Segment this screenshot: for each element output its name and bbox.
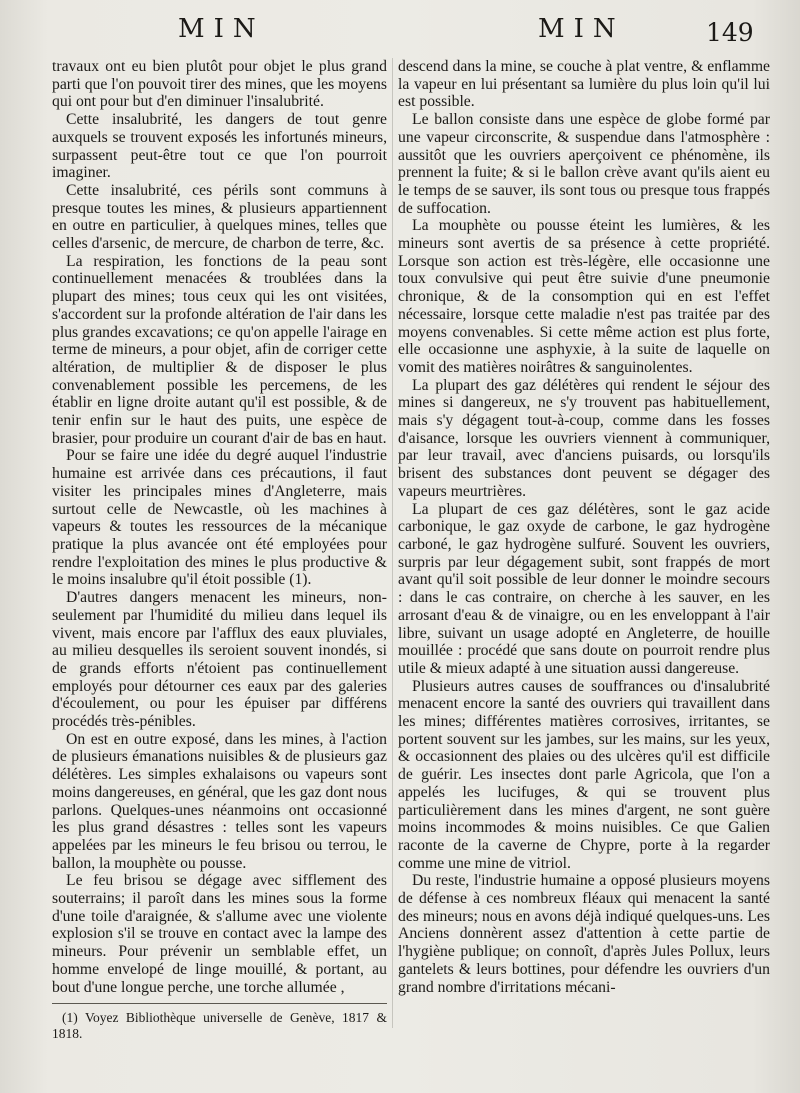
paragraph: Pour se faire une idée du degré auquel l'industrie humaine est arrivée dans ces précautions, il faut visiter les principales mines d'Angleterre, mais surtout celle de Newcastle, où les machines à vapeurs & toutes les ressources de la mécanique pratique la plus avancée ont été employées pour rendre l'exploitation des mines le plus productive & le moins insalubre qu'il étoit possible (1). <box>52 447 387 589</box>
paragraph: Du reste, l'industrie humaine a opposé plusieurs moyens de défense à ces nombreux fléaux qui menacent la santé des mineurs; nous en avons déjà indiqué quelques-uns. Les Anciens donnèrent assez d'attention à cette partie de l'hygiène publique; on connoît, d'après Jules Pollux, leurs gantelets & leurs bottines, pour défendre les ouvriers d'un grand nombre d'irritations mécani- <box>398 872 770 996</box>
column-divider <box>392 58 393 1028</box>
page-number: 149 <box>706 18 754 47</box>
paragraph: Cette insalubrité, ces périls sont communs à presque toutes les mines, & plusieurs appartiennent en outre en particulier, à quelques mines, telles que celles d'arsenic, de mercure, de charbon de terre, &c. <box>52 181 387 253</box>
left-column <box>52 58 387 996</box>
paragraph: Plusieurs autres causes de souffrances ou d'insalubrité menacent encore la santé des ouvriers qui travaillent dans les mines; différentes matières corrosives, irritantes, se portent souvent sur les jambes, sur les mains, sur les yeux, & occasionnent des plaies ou des ulcères qu'il est difficile de guérir. Les insectes dont parle Agricola, que l'on a appelés les lucifuges, & qui se trouvent plus particulièrement dans les mines d'argent, ne sont guère moins incommodes & moins nuisibles. Ce que Galien raconte de la caverne de Chypre, porte à la regarder comme une mine de vitriol. <box>398 677 770 872</box>
paragraph: On est en outre exposé, dans les mines, à l'action de plusieurs émanations nuisibles & de plusieurs gaz délétères. Les simples exhalaisons ou vapeurs sont moins dangereuses, en général, que les gaz dont nous parlons. Quelques-unes néanmoins ont occasionné les plus grand désastres : telles sont les vapeurs appelées par les mineurs le feu brisou ou terrou, le ballon, la mouphète ou pousse. <box>52 730 387 872</box>
paragraph: Cette insalubrité, les dangers de tout genre auxquels se trouvent exposés les infortunés mineurs, surpassent peut-être tout ce que l'on pourroit imaginer. <box>52 111 387 182</box>
running-title-left: MIN <box>178 14 265 44</box>
footnote <box>52 1003 387 1042</box>
paragraph: Le ballon consiste dans une espèce de globe formé par une vapeur circonscrite, & suspendue dans l'atmosphère : aussitôt que les ouvriers aperçoivent ce phénomène, ils prennent la fuite; & si le ballon crève avant qu'ils aient eu le temps de se sauver, ils sont tous ou presque tous frappés de suffocation. <box>398 111 770 217</box>
paragraph: Le feu brisou se dégage avec sifflement des souterrains; il paroît dans les mines sous la forme d'une toile d'araignée, & s'allume avec une violente explosion s'il se trouve en contact avec la lampe des mineurs. Pour prévenir un semblable effet, un homme envelopé de linge mouillé, & portant, au bout d'une longue perche, une torche allumée , <box>52 872 387 996</box>
paragraph: travaux ont eu bien plutôt pour objet le plus grand parti que l'on pouvoit tirer des mines, que les moyens qui ont pour but d'en diminuer l'insalubrité. <box>52 58 387 111</box>
footnote-text: (1) Voyez Bibliothèque universelle de Genève, 1817 & 1818. <box>52 1010 387 1041</box>
running-header <box>0 14 800 54</box>
paragraph: La respiration, les fonctions de la peau sont continuellement menacées & troublées dans la plupart des mines; tous ceux qui les ont visitées, s'accordent sur la profonde altération de l'air dans les plus grandes excavations; ce qu'on appelle l'airage en terme de mineurs, a pour objet, afin de corriger cette altération, de multiplier & de disposer le plus convenablement possible les percemens, de les établir en ligne droite autant qu'il est possible, & de tenir enfin sur le haut des puits, une espèce de brasier, pour produire un courant d'air de bas en haut. <box>52 252 387 447</box>
paragraph: La mouphète ou pousse éteint les lumières, & les mineurs sont avertis de sa présence à cette propriété. Lorsque son action est très-légère, elle occasionne une toux convulsive qui peut être suivie d'une pneumonie chronique, & de la consomption qui en est l'effet nécessaire, lorsque cette maladie n'est pas traitée par des moyens convenables. Si cette même action est plus forte, elle occasionne une asphyxie, à la suite de laquelle on vomit des matières noirâtres & sanguinolentes. <box>398 217 770 376</box>
running-title-right: MIN <box>538 14 625 44</box>
paragraph: descend dans la mine, se couche à plat ventre, & enflamme la vapeur en lui présentant sa lumière du plus loin qu'il lui est possible. <box>398 58 770 111</box>
right-column <box>398 58 770 996</box>
paragraph: La plupart des gaz délétères qui rendent le séjour des mines si dangereux, ne s'y trouvent pas habituellement, mais s'y dégagent tout-à-coup, comme dans les fosses d'aisance, lorsque les ouvriers viennent à communiquer, par leur travail, avec d'anciens puisards, ou lorsqu'ils brisent des substances dont peuvent se dégager des vapeurs meurtrières. <box>398 376 770 500</box>
paragraph: La plupart de ces gaz délétères, sont le gaz acide carbonique, le gaz oxyde de carbone, le gaz hydrogène carboné, le gaz hydrogène sulfuré. Souvent les ouvriers, surpris par leur dégagement subit, sont frappés de mort avant qu'il soit possible de leur donner le moindre secours : dans le cas contraire, on cherche à les sauver, en les arrosant d'eau & de vinaigre, ou en les enveloppant à l'air libre, suivant un usage adopté en Angleterre, de houille mouillée : procédé que sans doute on pourroit rendre plus utile & mieux adapté à une situation aussi dangereuse. <box>398 500 770 677</box>
paragraph: D'autres dangers menacent les mineurs, non-seulement par l'humidité du milieu dans lequel ils vivent, mais encore par l'afflux des eaux pluviales, au milieu desquelles ils seroient souvent inondés, si de grands efforts n'étoient pas continuellement employés pour détourner ces eaux par des galeries d'écoulement, ou pour les épuiser par différens procédés très-pénibles. <box>52 589 387 731</box>
